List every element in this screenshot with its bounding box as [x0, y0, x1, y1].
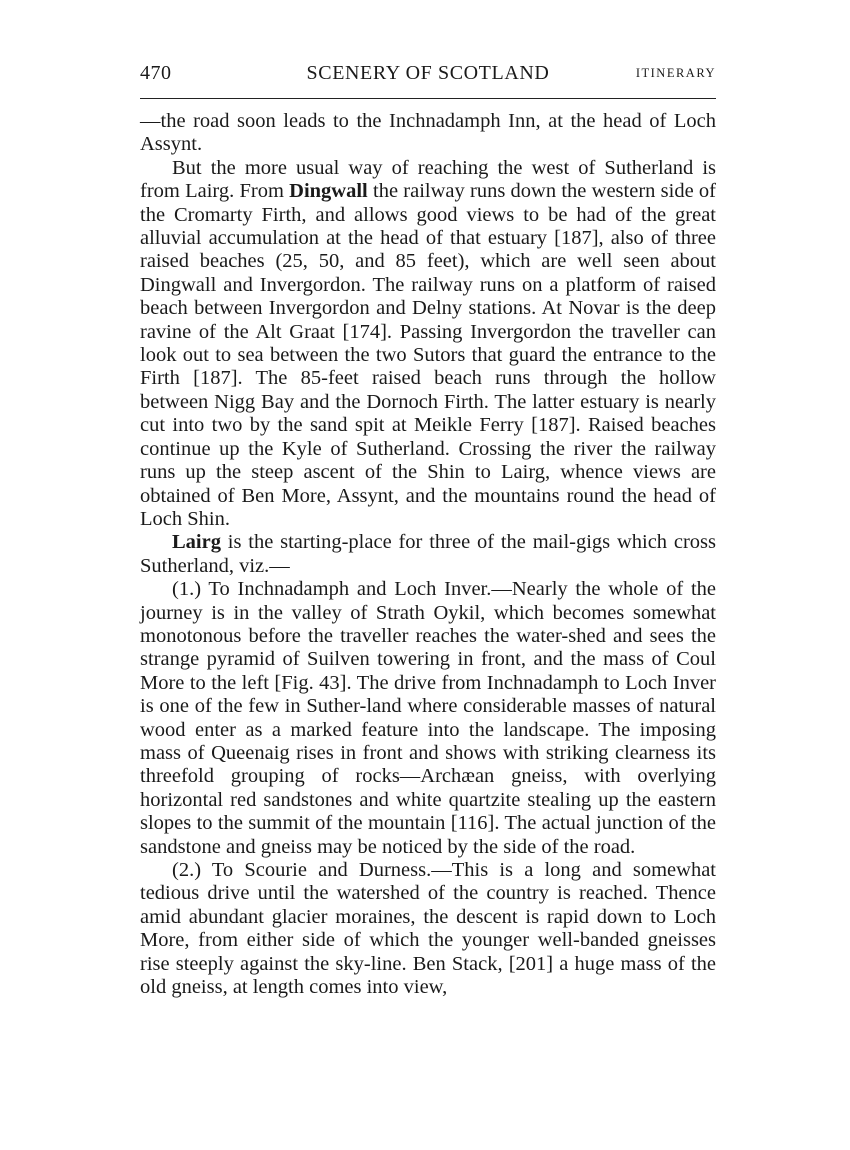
text-segment: (1.) To Inchnadamph and Loch Inver.—Nearly the whole of the journey is in the valley of Strath Oykil, which becomes somewhat monotonous before the traveller reaches the water-shed and sees the strange pyramid of Suilven towering in front, and the mass of Coul More to the left [Fig. 43]. The drive from Inchnadamph to Loch Inver is one of the few in Suther-land where considerable masses of natural wood enter as a marked feature into the landscape. The imposing mass of Queenaig rises in front and shows with striking clearness its threefold grouping of rocks—Archæan gneiss, with overlying horizontal red sandstones and white quartzite stealing up the eastern slopes to the summit of the mountain [116]. The actual junction of the sandstone and gneiss may be noticed by the side of the road. — [140, 578, 716, 858]
paragraph-1 — [140, 110, 716, 157]
text-segment: But the more usual way of reaching the west of Sutherland is from Lairg. From — [140, 156, 716, 203]
paragraph-5 — [140, 859, 716, 999]
paragraph-4 — [140, 578, 716, 859]
body-text — [140, 110, 716, 999]
paragraph-3 — [140, 531, 716, 578]
text-segment: (2.) To Scourie and Durness.—This is a long and somewhat tedious drive until the watershed of the country is reached. Thence amid abundant glacier moraines, the descent is rapid down to Loch More, from either side of which the younger well-banded gneisses rise steeply against the sky-line. Ben Stack, [201] a huge mass of the old gneiss, at length comes into view, — [140, 859, 716, 999]
header-rule — [140, 98, 716, 99]
running-title: SCENERY OF SCOTLAND — [306, 62, 550, 84]
place-name-lairg: Lairg — [172, 531, 221, 554]
text-segment: —the road soon leads to the Inchnadamph Inn, at the head of Loch Assynt. — [140, 110, 716, 156]
running-head — [140, 62, 716, 90]
place-name-dingwall: Dingwall — [289, 180, 368, 203]
page-number: 470 — [140, 62, 172, 84]
section-heading: ITINERARY — [635, 66, 716, 80]
text-segment: is the starting-place for three of the mail-gigs which cross Sutherland, viz.— — [140, 531, 716, 577]
text-segment: the railway runs down the western side of the Cromarty Firth, and allows good views to be had of the great alluvial accumulation at the head of that estuary [187], also of three raised beaches (25, 50, and 85 feet), which are well seen about Dingwall and Invergordon. The railway runs on a platform of raised beach between Invergordon and Delny stations. At Novar is the deep ravine of the Alt Graat [174]. Passing Invergordon the traveller can look out to sea between the two Sutors that guard the entrance to the Firth [187]. The 85-feet raised beach runs through the hollow between Nigg Bay and the Dornoch Firth. The latter estuary is nearly cut into two by the sand spit at Meikle Ferry [187]. Raised beaches continue up the Kyle of Sutherland. Crossing the river the railway runs up the steep ascent of the Shin to Lairg, whence views are obtained of Ben More, Assynt, and the mountains round the head of Loch Shin. — [140, 180, 716, 530]
paragraph-2 — [140, 157, 716, 532]
book-page — [140, 62, 716, 999]
